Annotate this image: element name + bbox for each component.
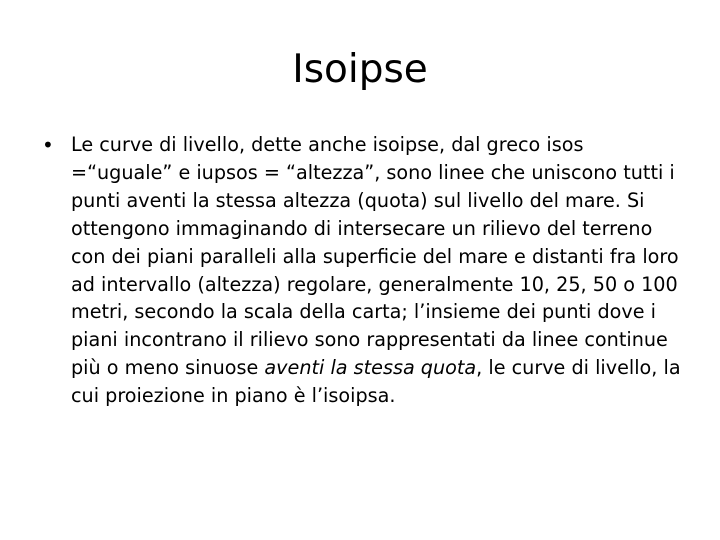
paragraph-italic-phrase: aventi la stessa quota	[264, 356, 477, 380]
bullet-item	[42, 131, 682, 410]
paragraph-text-start: Le curve di livello, dette anche isoipse, dal greco isos =“uguale” e iupsos = “altezza”, sono linee che uniscono tutti i punti aventi la stessa altezza (quota) sul livello del mare. Si ottengono immaginando di intersecare un rilievo del terreno con dei piani paralleli alla superficie del mare e distanti fra loro ad intervallo (altezza) regolare, generalmente 10, 25, 50 o 100 metri, secondo la scala della carta; l’insieme dei punti dove i piani incontrano il rilievo sono rappresentati da linee continue più o meno sinuose	[71, 133, 679, 380]
bullet-icon: •	[42, 133, 54, 157]
paragraph-text-end: , le curve di livello, la cui proiezione in piano è l’isoipsa.	[71, 356, 681, 408]
slide-title: Isoipse	[292, 47, 428, 92]
bullet-paragraph	[71, 131, 682, 410]
